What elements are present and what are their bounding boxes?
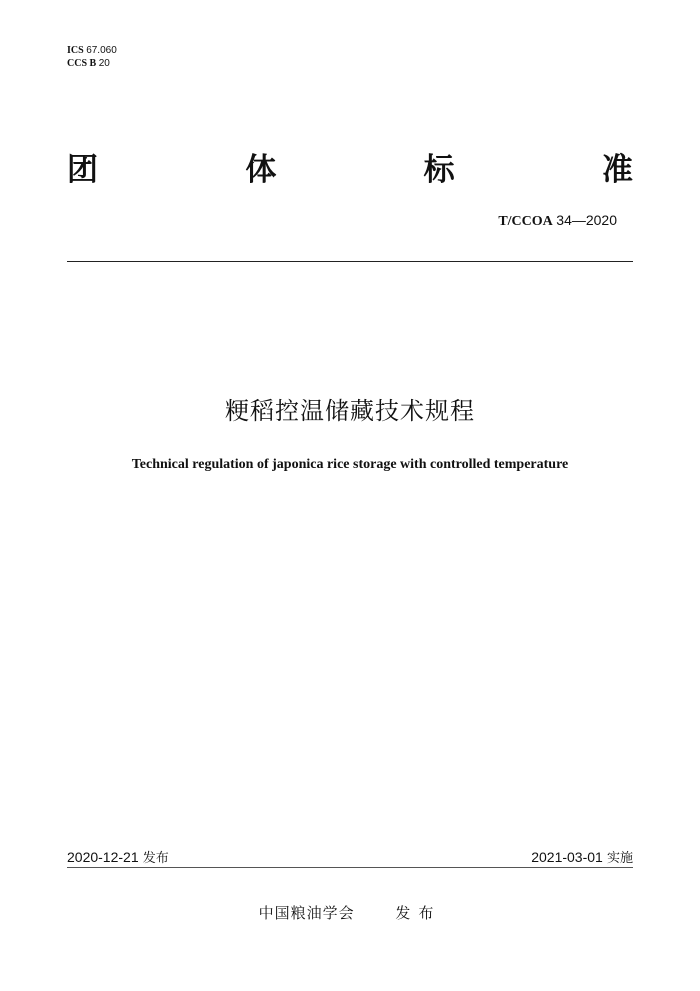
implement-label: 实施 xyxy=(606,851,633,866)
ccs-label: CCS xyxy=(67,58,88,69)
standard-code-prefix: T/CCOA xyxy=(498,214,553,229)
publisher-line xyxy=(0,902,700,923)
top-divider xyxy=(67,261,633,262)
standard-type-heading xyxy=(67,146,633,186)
ccs-letter: B xyxy=(89,58,97,69)
bottom-divider xyxy=(67,867,633,868)
ics-label: ICS xyxy=(67,45,84,56)
classification-codes xyxy=(67,44,117,70)
ccs-line xyxy=(67,57,117,70)
publisher-action: 发布 xyxy=(395,904,442,922)
title-english: Technical regulation of japonica rice storage with controlled temperature xyxy=(131,457,569,472)
ics-line xyxy=(67,44,117,57)
publisher-organization: 中国粮油学会 xyxy=(258,904,355,922)
issue-label: 发布 xyxy=(142,851,169,866)
issue-date-block xyxy=(67,847,169,866)
title-chinese: 粳稻控温储藏技术规程 xyxy=(225,397,475,425)
implement-date: 2021-03-01 xyxy=(531,849,603,865)
standard-code-number: 34—2020 xyxy=(556,212,617,228)
issue-date: 2020-12-21 xyxy=(67,849,139,865)
standard-type-char: 准 xyxy=(601,151,633,188)
standard-type-char: 标 xyxy=(423,151,455,188)
implement-date-block xyxy=(531,847,633,866)
standard-type-char: 体 xyxy=(245,151,277,188)
standard-code xyxy=(498,212,617,230)
ics-code: 67.060 xyxy=(86,45,117,56)
standard-type-char: 团 xyxy=(67,151,98,188)
ccs-code: 20 xyxy=(98,58,110,69)
